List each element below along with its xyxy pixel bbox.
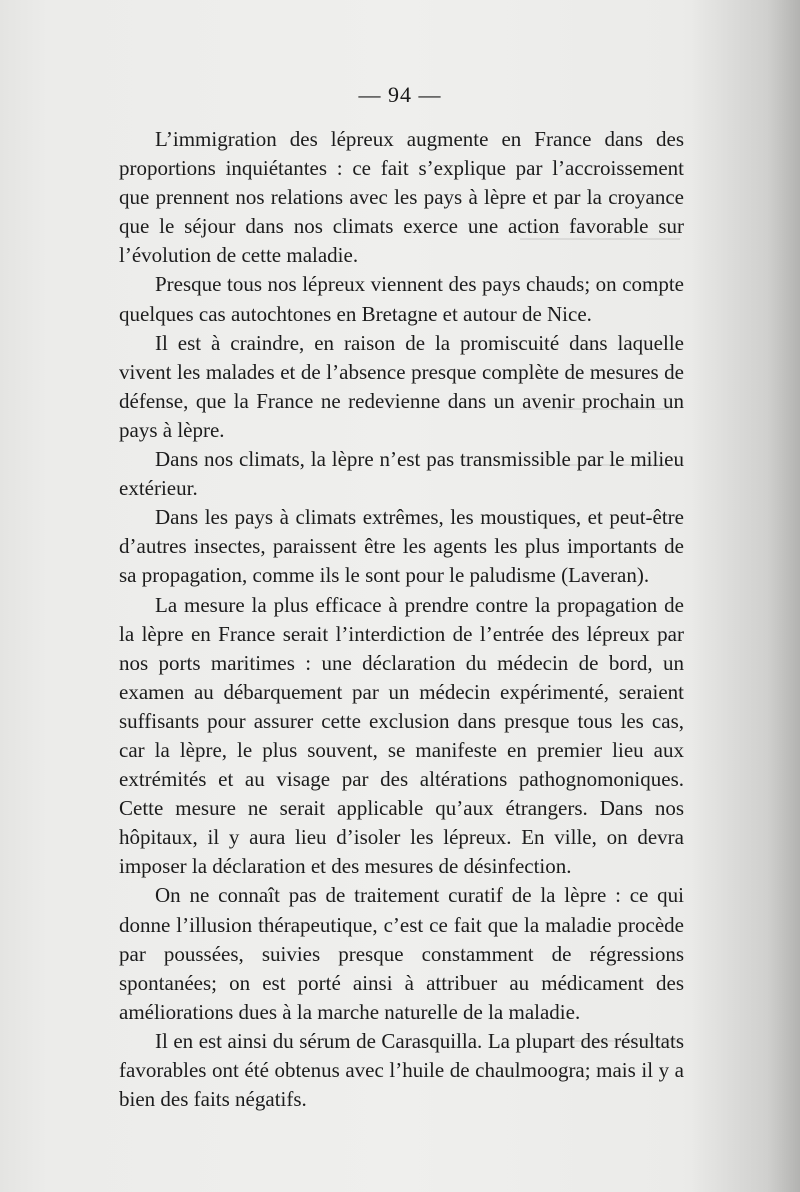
body-text bbox=[119, 125, 684, 1114]
page-edge-shadow bbox=[690, 0, 800, 1192]
paragraph: Dans les pays à climats extrêmes, les moustiques, et peut-être d’autres insectes, paraissent être les agents les plus importants de sa propagation, comme ils le sont pour le paludisme (Laveran). bbox=[119, 505, 684, 588]
paragraph: Il en est ainsi du sérum de Carasquilla. La plupart des résultats favorables ont été obtenus avec l’huile de chaulmoogra; mais il y a bien des faits négatifs. bbox=[119, 1028, 684, 1112]
paragraph: Presque tous nos lépreux viennent des pays chauds; on compte quelques cas autochtones en Bretagne et autour de Nice. bbox=[119, 272, 684, 326]
paragraph: On ne connaît pas de traitement curatif de la lèpre : ce qui donne l’illusion thérapeutique, c’est ce fait que la maladie procède par poussées, suivies presque constamment de régressions spontanées; on est porté ainsi à attribuer au médicament des améliorations dues à la marche naturelle de la maladie. bbox=[119, 883, 684, 1024]
paragraph: L’immigration des lépreux augmente en France dans des proportions inquiétantes : ce fait s’explique par l’accroissement que prennent nos relations avec les pays à lèpre et par la croyance que le séjour dans nos climats exerce une action favorable sur l’évolution de cette maladie. bbox=[119, 127, 684, 268]
page-number: — 94 — bbox=[358, 82, 442, 107]
paragraph: La mesure la plus efficace à prendre contre la propagation de la lèpre en France serait l’interdiction de l’entrée des lépreux par nos ports maritimes : une déclaration du médecin de bord, un examen au débarquement par un médecin expérimenté, seraient suffisants pour assurer cette exclusion dans presque tous les cas, car la lèpre, le plus souvent, se manifeste en premier lieu aux extrémités et au visage par des altérations pathognomoniques. Cette mesure ne serait applicable qu’aux étrangers. Dans nos hôpitaux, il y aura lieu d’isoler les lépreux. En ville, on devra imposer la déclaration et des mesures de désinfection. bbox=[119, 592, 684, 879]
paragraph: Dans nos climats, la lèpre n’est pas transmissible par le milieu extérieur. bbox=[119, 447, 684, 501]
paragraph: Il est à craindre, en raison de la promiscuité dans laquelle vivent les malades et de l’absence presque complète de mesures de défense, que la France ne redevienne dans un avenir prochain un pays à lèpre. bbox=[119, 330, 684, 442]
